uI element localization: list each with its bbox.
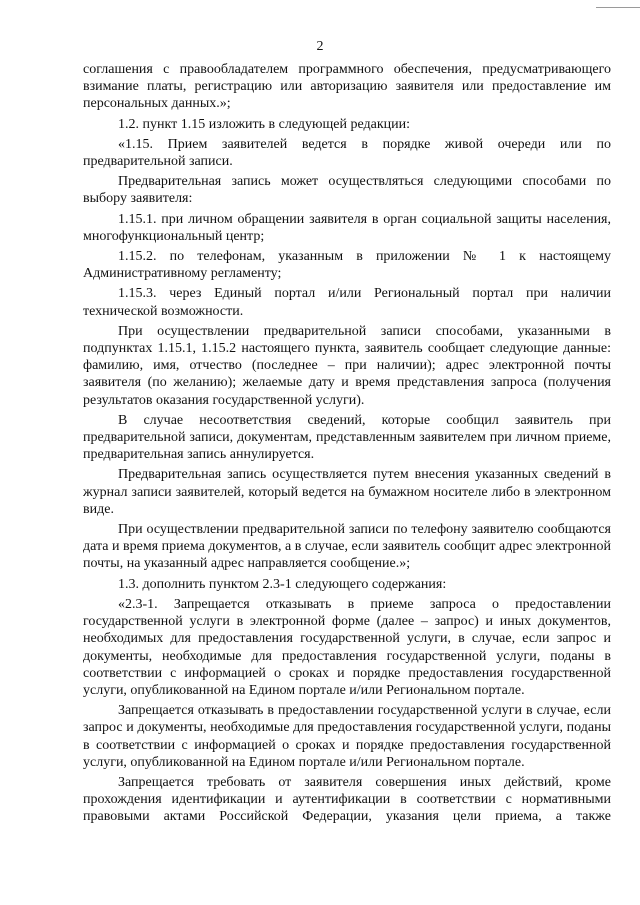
paragraph: 1.15.1. при личном обращении заявителя в орган социальной защиты населения, многофункциональный центр; <box>83 211 611 244</box>
paragraph: «1.15. Прием заявителей ведется в порядке живой очереди или по предварительной записи. <box>83 136 611 170</box>
paragraph: 1.2. пункт 1.15 изложить в следующей редакции: <box>118 116 410 132</box>
paragraph: При осуществлении предварительной записи способами, указанными в подпунктах 1.15.1, 1.15.2 настоящего пункта, заявитель сообщает следующие данные: фамилию, имя, отчество (последнее – при наличии); адрес электронной почты заявителя (по желанию); желаемые дату и время представления запроса (получения результатов оказания государственной услуги). <box>83 323 611 408</box>
paragraph: Запрещается требовать от заявителя совершения иных действий, кроме прохождения идентификации и аутентификации в соответствии с нормативными правовыми актами Российской Федерации, указания цели приема, а также <box>83 774 611 825</box>
paragraph: соглашения с правообладателем программного обеспечения, предусматривающего взимание платы, регистрацию или авторизацию заявителя или предоставление им персональных данных.»; <box>83 62 611 112</box>
document-body <box>83 61 611 829</box>
paragraph: Запрещается отказывать в предоставлении государственной услуги в случае, если запрос и документы, необходимые для предоставления государственной услуги, поданы в соответствии с информацией о сроках и порядке предоставления государственной услуги, опубликованной на Едином портале и/или Региональном портале. <box>83 703 611 770</box>
paragraph: 1.15.3. через Единый портал и/или Региональный портал при наличии технической возможности. <box>83 286 611 319</box>
paragraph: 1.15.2. по телефонам, указанным в приложении № 1 к настоящему Административному регламенту; <box>83 249 611 282</box>
paragraph: При осуществлении предварительной записи по телефону заявителю сообщаются дата и время приема документов, а в случае, если заявитель сообщит адрес электронной почты, на указанный адрес направляется сообщение.»; <box>83 522 611 572</box>
paragraph: В случае несоответствия сведений, которые сообщил заявитель при предварительной записи, документам, представленным заявителем при личном приеме, предварительная запись аннулируется. <box>83 412 611 463</box>
paragraph: Предварительная запись может осуществляться следующими способами по выбору заявителя: <box>83 174 611 207</box>
paragraph: Предварительная запись осуществляется путем внесения указанных сведений в журнал записи заявителей, который ведется на бумажном носителе либо в электронном виде. <box>83 467 611 517</box>
corner-scan-mark <box>596 0 640 8</box>
page-number: 2 <box>316 39 324 54</box>
paragraph: «2.3-1. Запрещается отказывать в приеме запроса о предоставлении государственной услуги в электронной форме (далее – запрос) и иных документов, необходимых для предоставления государственной услуги, в случае, если запрос и документы, необходимые для предоставления государственной услуги, поданы в соответствии с информацией о сроках и порядке предоставления государственной услуги, опубликованной на Едином портале и/или Региональном портале. <box>83 596 611 698</box>
paragraph: 1.3. дополнить пунктом 2.3-1 следующего содержания: <box>118 576 447 592</box>
